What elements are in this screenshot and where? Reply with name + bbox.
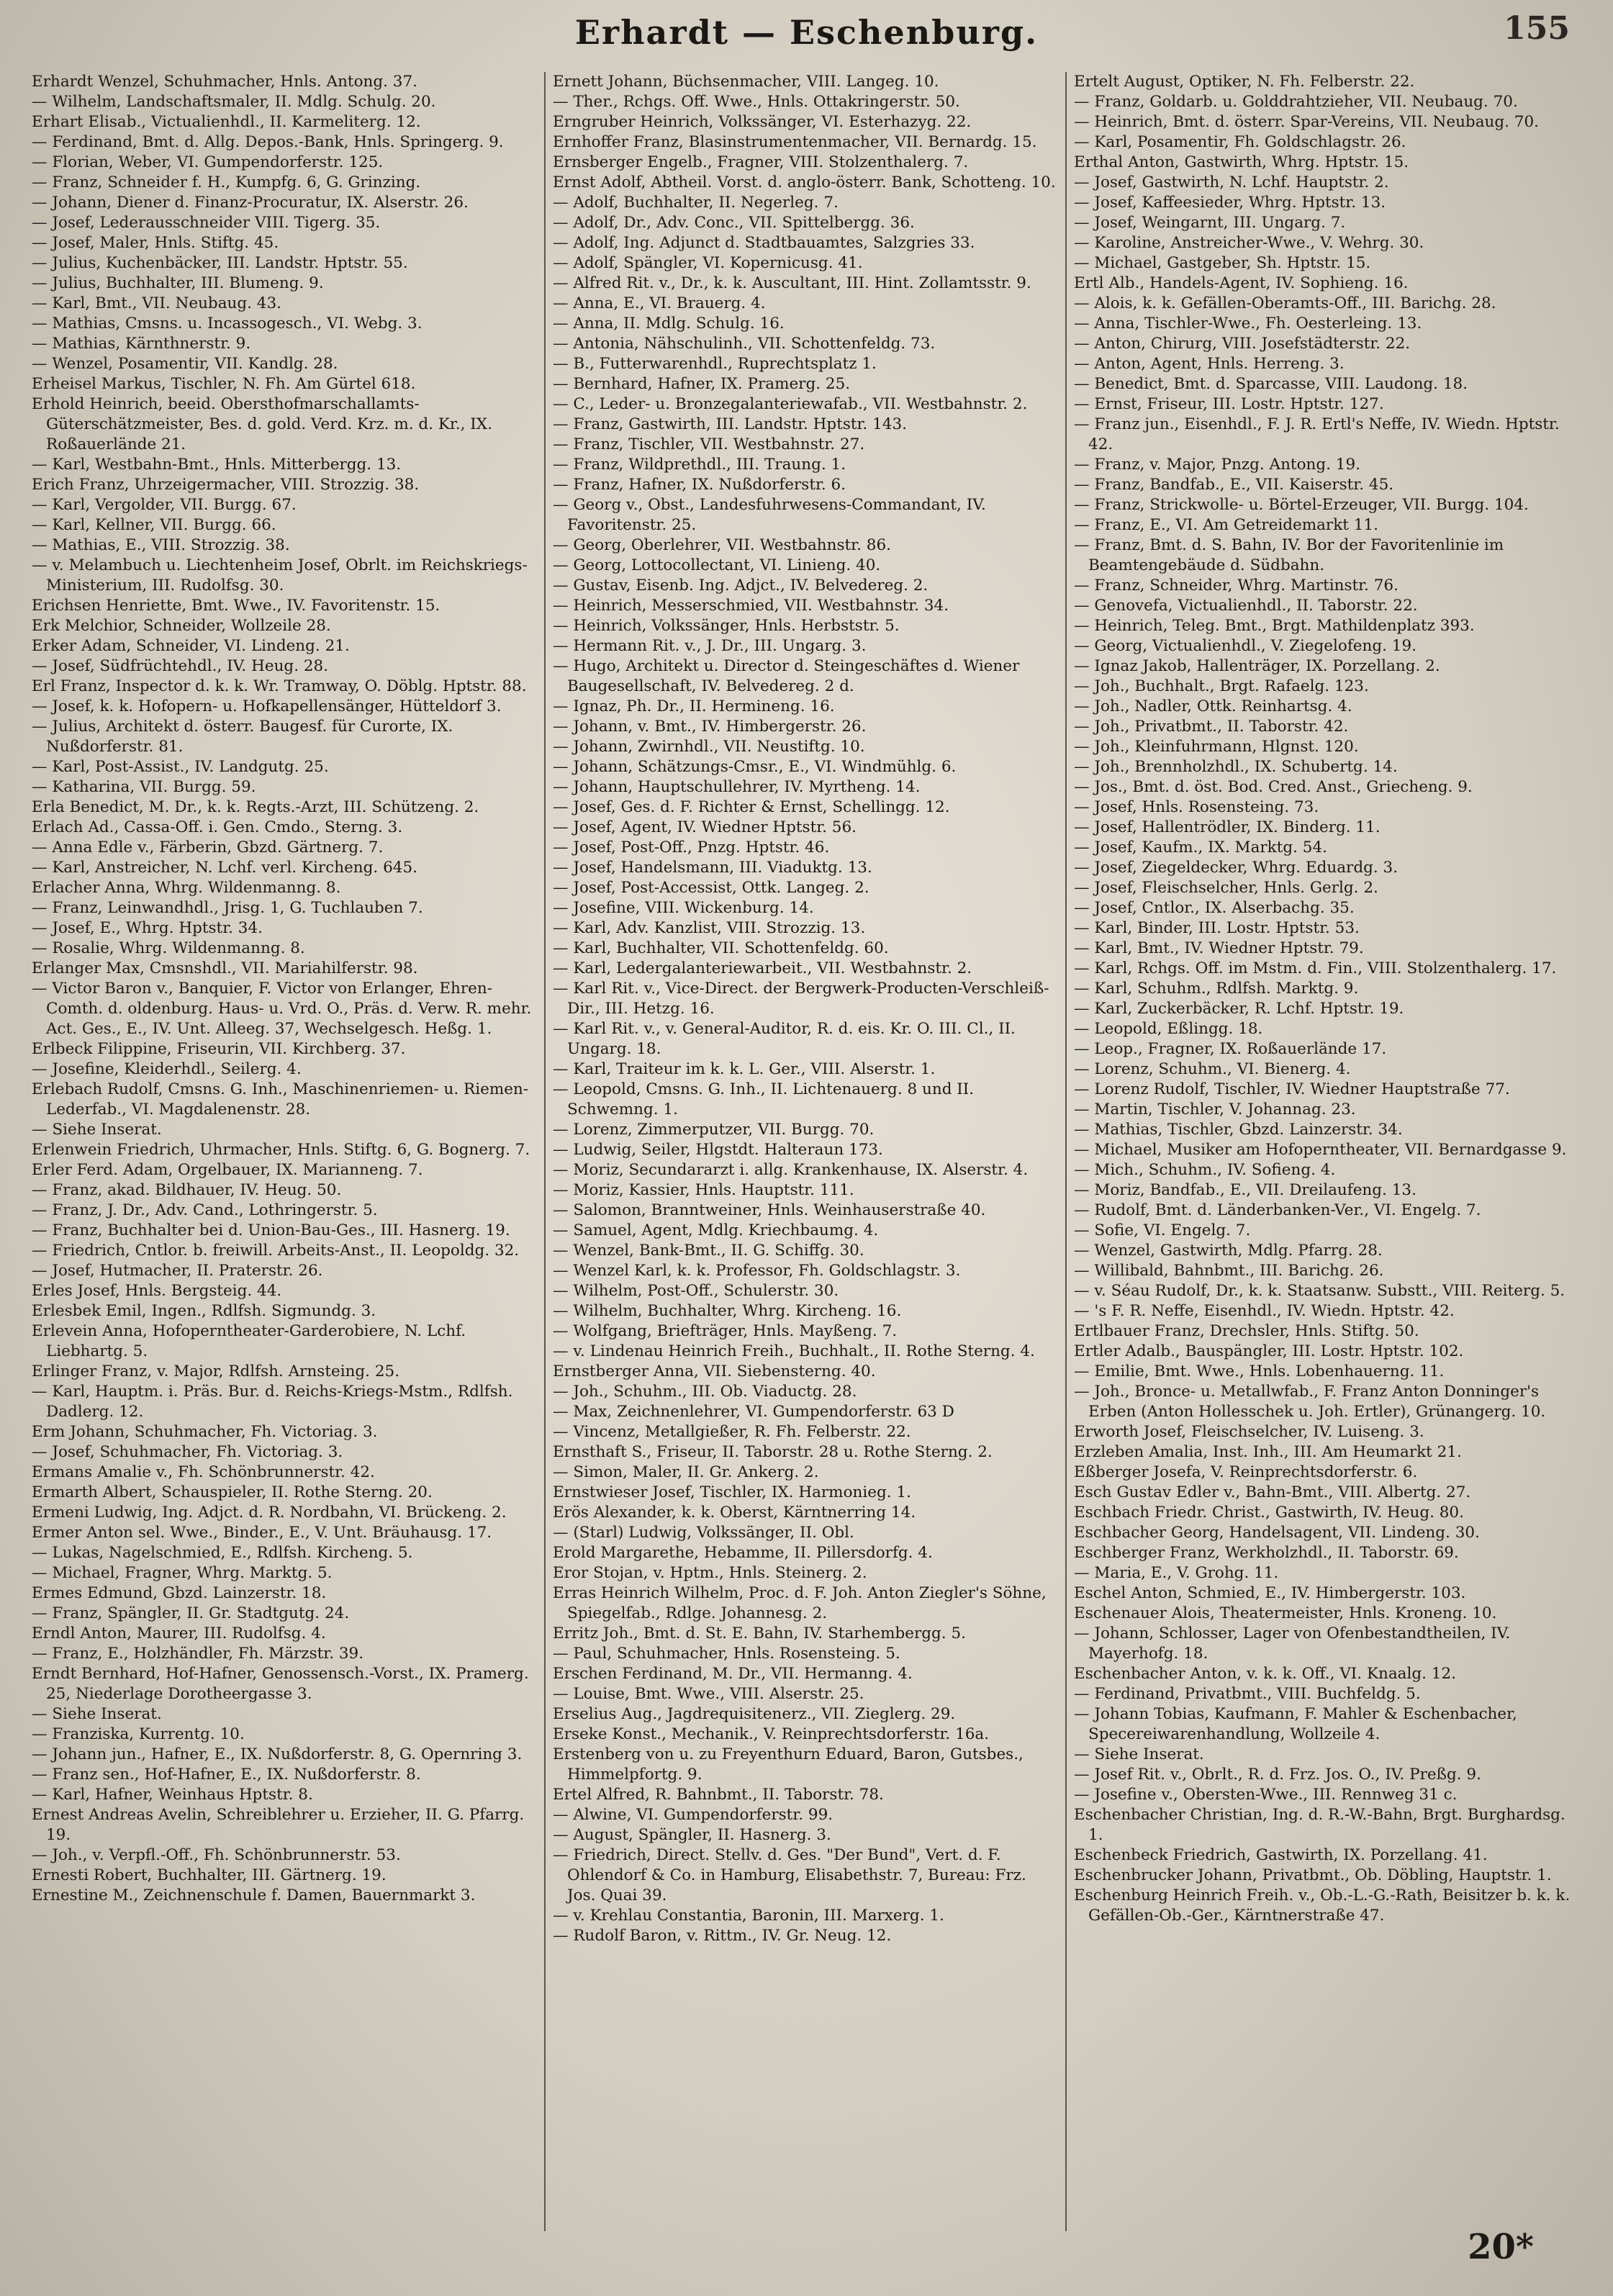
directory-entry: — Adolf, Buchhalter, II. Negerleg. 7. bbox=[553, 194, 839, 212]
directory-entry: — Louise, Bmt. Wwe., VIII. Alserstr. 25. bbox=[553, 1685, 864, 1703]
directory-entry: — Wenzel, Posamentir, VII. Kandlg. 28. bbox=[32, 355, 338, 373]
directory-entry: — Anton, Agent, Hnls. Herreng. 3. bbox=[1074, 355, 1345, 373]
directory-entry: Erlesbek Emil, Ingen., Rdlfsh. Sigmundg. 3. bbox=[32, 1302, 376, 1320]
directory-entry: — Wilhelm, Landschaftsmaler, II. Mdlg. Schulg. 20. bbox=[32, 93, 436, 111]
directory-entry: — Michael, Musiker am Hofoperntheater, VII. Bernardgasse 9. bbox=[1074, 1141, 1567, 1159]
directory-entry: Erich Franz, Uhrzeigermacher, VIII. Strozzig. 38. bbox=[32, 476, 420, 494]
directory-entry: — Josef, Südfrüchtehdl., IV. Heug. 28. bbox=[32, 657, 329, 675]
directory-entry: — Franz, Buchhalter bei d. Union-Bau-Ges., III. Hasnerg. 19. bbox=[32, 1221, 510, 1239]
directory-entry: — Hugo, Architekt u. Director d. Steingeschäftes d. Wiener Baugesellschaft, IV. Belvedereg. 2 d. bbox=[553, 657, 1020, 695]
directory-entry: Erlacher Anna, Whrg. Wildenmanng. 8. bbox=[32, 879, 341, 897]
directory-entry: — Franz, Leinwandhdl., Jrisg. 1, G. Tuchlauben 7. bbox=[32, 899, 423, 917]
directory-entry: — Joh., Bronce- u. Metallwfab., F. Franz Anton Donninger's Erben (Anton Hollesschek u. Joh. Ertler), Grünangerg. 10. bbox=[1074, 1383, 1546, 1421]
directory-entry: Ernstberger Anna, VII. Siebensterng. 40. bbox=[553, 1362, 876, 1380]
directory-entry: Erhold Heinrich, beeid. Obersthofmarschallamts-Güterschätzmeister, Bes. d. gold. Verd. Krz. m. d. Kr., IX. Roßauerlände 21. bbox=[32, 395, 492, 453]
directory-entry: — Karl, Adv. Kanzlist, VIII. Strozzig. 13. bbox=[553, 919, 866, 937]
directory-entry: — Joh., Schuhm., III. Ob. Viaductg. 28. bbox=[553, 1383, 857, 1401]
directory-entry: — Josef, Kaufm., IX. Marktg. 54. bbox=[1074, 839, 1327, 857]
directory-entry: Erhardt Wenzel, Schuhmacher, Hnls. Antong. 37. bbox=[32, 73, 417, 91]
directory-entry: Erlbeck Filippine, Friseurin, VII. Kirchberg. 37. bbox=[32, 1040, 406, 1058]
directory-entry: — Martin, Tischler, V. Johannag. 23. bbox=[1074, 1100, 1356, 1118]
directory-entry: — Georg, Victualienhdl., V. Ziegelofeng. 19. bbox=[1074, 637, 1417, 655]
directory-entry: Erles Josef, Hnls. Bergsteig. 44. bbox=[32, 1282, 282, 1300]
directory-entry: — Friedrich, Cntlor. b. freiwill. Arbeits-Anst., II. Leopoldg. 32. bbox=[32, 1242, 520, 1260]
directory-entry: — Sofie, VI. Engelg. 7. bbox=[1074, 1221, 1251, 1239]
directory-entry: — Leopold, Eßlingg. 18. bbox=[1074, 1020, 1263, 1038]
directory-entry: — Katharina, VII. Burgg. 59. bbox=[32, 778, 256, 796]
directory-entry: — Franz, Bandfab., E., VII. Kaiserstr. 45. bbox=[1074, 476, 1394, 494]
signature-mark: 20* bbox=[1468, 2227, 1534, 2267]
directory-entry: — Karl, Rchgs. Off. im Mstm. d. Fin., VIII. Stolzenthalerg. 17. bbox=[1074, 959, 1557, 977]
directory-entry: — Franz, Bmt. d. S. Bahn, IV. Bor der Favoritenlinie im Beamtengebäude d. Südbahn. bbox=[1074, 536, 1504, 574]
directory-entry: Ertelt August, Optiker, N. Fh. Felberstr. 22. bbox=[1074, 73, 1415, 91]
directory-entry: — Josef, Agent, IV. Wiedner Hptstr. 56. bbox=[553, 818, 857, 836]
directory-entry: Ernhoffer Franz, Blasinstrumentenmacher, VII. Bernardg. 15. bbox=[553, 133, 1037, 151]
page-number: 155 bbox=[1504, 10, 1570, 47]
directory-entry: Ernesti Robert, Buchhalter, III. Gärtnerg. 19. bbox=[32, 1866, 387, 1884]
directory-entry: — Lorenz, Zimmerputzer, VII. Burgg. 70. bbox=[553, 1121, 875, 1139]
directory-entry: — Ferdinand, Bmt. d. Allg. Depos.-Bank, Hnls. Springerg. 9. bbox=[32, 133, 504, 151]
directory-entry: — Rosalie, Whrg. Wildenmanng. 8. bbox=[32, 939, 305, 957]
directory-entry: — Karl, Buchhalter, VII. Schottenfeldg. 60. bbox=[553, 939, 889, 957]
directory-entry: — Karoline, Anstreicher-Wwe., V. Wehrg. 30. bbox=[1074, 234, 1424, 252]
directory-entry: — Wolfgang, Briefträger, Hnls. Mayßeng. 7. bbox=[553, 1322, 898, 1340]
directory-entry: Eschenbrucker Johann, Privatbmt., Ob. Döbling, Hauptstr. 1. bbox=[1074, 1866, 1552, 1884]
directory-entry: — Joh., Privatbmt., II. Taborstr. 42. bbox=[1074, 718, 1349, 736]
directory-entry: — Mathias, Tischler, Gbzd. Lainzerstr. 34. bbox=[1074, 1121, 1403, 1139]
directory-entry: Ernstwieser Josef, Tischler, IX. Harmonieg. 1. bbox=[553, 1483, 911, 1501]
page-header bbox=[0, 0, 1613, 69]
directory-entry: — Lorenz Rudolf, Tischler, IV. Wiedner Hauptstraße 77. bbox=[1074, 1080, 1510, 1098]
directory-entry: — Leopold, Cmsns. G. Inh., II. Lichtenauerg. 8 und II. Schwemng. 1. bbox=[553, 1080, 975, 1118]
directory-entry: — Jos., Bmt. d. öst. Bod. Cred. Anst., Griecheng. 9. bbox=[1074, 778, 1473, 796]
directory-entry: — B., Futterwarenhdl., Ruprechtsplatz 1. bbox=[553, 355, 877, 373]
directory-entry: — Franz, akad. Bildhauer, IV. Heug. 50. bbox=[32, 1181, 342, 1199]
running-head: Erhardt — Eschenburg. bbox=[574, 13, 1039, 52]
directory-entry: — Josefine v., Obersten-Wwe., III. Rennweg 31 c. bbox=[1074, 1786, 1458, 1804]
directory-entry: — Anna, Tischler-Wwe., Fh. Oesterleing. 13. bbox=[1074, 315, 1422, 333]
directory-entry: — Hermann Rit. v., J. Dr., III. Ungarg. 3. bbox=[553, 637, 867, 655]
directory-entry: — Antonia, Nähschulinh., VII. Schottenfeldg. 73. bbox=[553, 335, 936, 353]
directory-entry: — Johann, Hauptschullehrer, IV. Myrtheng. 14. bbox=[553, 778, 921, 796]
directory-entry: — Adolf, Spängler, VI. Kopernicusg. 41. bbox=[553, 254, 863, 272]
directory-entry: — Adolf, Ing. Adjunct d. Stadtbauamtes, Salzgries 33. bbox=[553, 234, 975, 252]
directory-entry: — Max, Zeichnenlehrer, VI. Gumpendorferstr. 63 D bbox=[553, 1403, 954, 1421]
directory-entry: — Michael, Fragner, Whrg. Marktg. 5. bbox=[32, 1564, 333, 1582]
directory-entry: — Ernst, Friseur, III. Lostr. Hptstr. 127. bbox=[1074, 395, 1384, 413]
directory-entry: — Karl, Traiteur im k. k. L. Ger., VIII. Alserstr. 1. bbox=[553, 1060, 936, 1078]
directory-entry: Erlenwein Friedrich, Uhrmacher, Hnls. Stiftg. 6, G. Bognerg. 7. bbox=[32, 1141, 530, 1159]
directory-entry: — Siehe Inserat. bbox=[1074, 1745, 1204, 1763]
directory-entry: Eschel Anton, Schmied, E., IV. Himbergerstr. 103. bbox=[1074, 1584, 1466, 1602]
directory-entry: — Karl, Schuhm., Rdlfsh. Marktg. 9. bbox=[1074, 980, 1359, 998]
directory-entry: — Rudolf, Bmt. d. Länderbanken-Ver., VI. Engelg. 7. bbox=[1074, 1201, 1481, 1219]
directory-entry: — Anna, E., VI. Brauerg. 4. bbox=[553, 294, 766, 312]
directory-entry: — Anna, II. Mdlg. Schulg. 16. bbox=[553, 315, 785, 333]
directory-entry: — Franziska, Kurrentg. 10. bbox=[32, 1725, 245, 1743]
directory-entry: — Josef, E., Whrg. Hptstr. 34. bbox=[32, 919, 263, 937]
directory-entry: Erzleben Amalia, Inst. Inh., III. Am Heumarkt 21. bbox=[1074, 1443, 1462, 1461]
directory-entry: — Karl Rit. v., v. General-Auditor, R. d. eis. Kr. O. III. Cl., II. Ungarg. 18. bbox=[553, 1020, 1016, 1058]
directory-entry: — (Starl) Ludwig, Volkssänger, II. Obl. bbox=[553, 1524, 854, 1542]
directory-entry: — Karl, Ledergalanteriewarbeit., VII. Westbahnstr. 2. bbox=[553, 959, 972, 977]
directory-entry: Ertler Adalb., Bauspängler, III. Lostr. Hptstr. 102. bbox=[1074, 1342, 1464, 1360]
directory-entry: — Georg, Oberlehrer, VII. Westbahnstr. 86. bbox=[553, 536, 891, 554]
directory-entry: Erhart Elisab., Victualienhdl., II. Karmeliterg. 12. bbox=[32, 113, 421, 131]
directory-entry: — Joh., Nadler, Ottk. Reinhartsg. 4. bbox=[1074, 697, 1352, 715]
directory-entry: — Josef, Lederausschneider VIII. Tigerg. 35. bbox=[32, 214, 381, 232]
directory-entry: — Leop., Fragner, IX. Roßauerlände 17. bbox=[1074, 1040, 1387, 1058]
directory-entry: — Karl, Kellner, VII. Burgg. 66. bbox=[32, 516, 276, 534]
directory-entry: — Alwine, VI. Gumpendorferstr. 99. bbox=[553, 1806, 833, 1824]
directory-entry: Ernest Andreas Avelin, Schreiblehrer u. Erzieher, II. G. Pfarrg. 19. bbox=[32, 1806, 525, 1844]
directory-entry: Ermes Edmund, Gbzd. Lainzerstr. 18. bbox=[32, 1584, 327, 1602]
directory-entry: Ernsthaft S., Friseur, II. Taborstr. 28 u. Rothe Sterng. 2. bbox=[553, 1443, 993, 1461]
directory-entry: — Maria, E., V. Grohg. 11. bbox=[1074, 1564, 1279, 1582]
directory-entry: — Gustav, Eisenb. Ing. Adjct., IV. Belvedereg. 2. bbox=[553, 577, 929, 595]
directory-entry: — Franz sen., Hof-Hafner, E., IX. Nußdorferstr. 8. bbox=[32, 1766, 421, 1784]
directory-entry: — Karl, Zuckerbäcker, R. Lchf. Hptstr. 19. bbox=[1074, 1000, 1404, 1018]
directory-entry: — Karl, Vergolder, VII. Burgg. 67. bbox=[32, 496, 297, 514]
directory-entry: Erseke Konst., Mechanik., V. Reinprechtsdorferstr. 16a. bbox=[553, 1725, 990, 1743]
directory-entry: — Joh., Kleinfuhrmann, Hlgnst. 120. bbox=[1074, 738, 1359, 756]
directory-entry: Erras Heinrich Wilhelm, Proc. d. F. Joh. Anton Ziegler's Söhne, Spiegelfab., Rdlge. Johannesg. 2. bbox=[553, 1584, 1047, 1622]
directory-entry: — Franz, Goldarb. u. Golddrahtzieher, VII. Neubaug. 70. bbox=[1074, 93, 1518, 111]
directory-entry: — Samuel, Agent, Mdlg. Kriechbaumg. 4. bbox=[553, 1221, 879, 1239]
directory-entry: Eßberger Josefa, V. Reinprechtsdorferstr. 6. bbox=[1074, 1463, 1418, 1481]
directory-entry: — Benedict, Bmt. d. Sparcasse, VIII. Laudong. 18. bbox=[1074, 375, 1468, 393]
directory-entry: — Franz, Strickwolle- u. Börtel-Erzeuger, VII. Burgg. 104. bbox=[1074, 496, 1529, 514]
directory-entry: — v. Melambuch u. Liechtenheim Josef, Obrlt. im Reichskriegs-Ministerium, III. Rudolfsg. 30. bbox=[32, 556, 528, 595]
directory-entry: — Franz, Schneider, Whrg. Martinstr. 76. bbox=[1074, 577, 1399, 595]
directory-entry: — Friedrich, Direct. Stellv. d. Ges. "Der Bund", Vert. d. F. Ohlendorf & Co. in Hamburg, Elisabethstr. 7, Bureau: Frz. Jos. Quai 39. bbox=[553, 1846, 1026, 1904]
directory-entry: — Karl, Bmt., VII. Neubaug. 43. bbox=[32, 294, 281, 312]
directory-entry: — Bernhard, Hafner, IX. Pramerg. 25. bbox=[553, 375, 851, 393]
directory-entry: Erl Franz, Inspector d. k. k. Wr. Tramway, O. Döblg. Hptstr. 88. bbox=[32, 677, 527, 695]
directory-entry: — Johann, Schätzungs-Cmsr., E., VI. Windmühlg. 6. bbox=[553, 758, 957, 776]
directory-entry: — Josef, k. k. Hofopern- u. Hofkapellensänger, Hütteldorf 3. bbox=[32, 697, 502, 715]
directory-entry: — Genovefa, Victualienhdl., II. Taborstr. 22. bbox=[1074, 597, 1418, 615]
directory-entry: — Joh., Brennholzhdl., IX. Schubertg. 14. bbox=[1074, 758, 1398, 776]
directory-entry: Ertl Alb., Handels-Agent, IV. Sophieng. 16. bbox=[1074, 274, 1409, 292]
directory-entry: Eschberger Franz, Werkholzhdl., II. Taborstr. 69. bbox=[1074, 1544, 1459, 1562]
directory-entry: — Karl, Post-Assist., IV. Landgutg. 25. bbox=[32, 758, 329, 776]
directory-entry: — Joh., v. Verpfl.-Off., Fh. Schönbrunnerstr. 53. bbox=[32, 1846, 401, 1864]
directory-entry: — Ignaz Jakob, Hallenträger, IX. Porzellang. 2. bbox=[1074, 657, 1440, 675]
directory-entry: — Mich., Schuhm., IV. Sofieng. 4. bbox=[1074, 1161, 1336, 1179]
directory-entry: — Karl, Bmt., IV. Wiedner Hptstr. 79. bbox=[1074, 939, 1364, 957]
directory-entry: Erselius Aug., Jagdrequisitenerz., VII. Zieglerg. 29. bbox=[553, 1705, 956, 1723]
directory-entry: — Karl, Anstreicher, N. Lchf. verl. Kircheng. 645. bbox=[32, 859, 417, 877]
directory-entry: — Johann, Diener d. Finanz-Procuratur, IX. Alserstr. 26. bbox=[32, 194, 469, 212]
directory-entry: — Ignaz, Ph. Dr., II. Hermineng. 16. bbox=[553, 697, 835, 715]
directory-entry: — Adolf, Dr., Adv. Conc., VII. Spittelbergg. 36. bbox=[553, 214, 915, 232]
directory-entry: Eschenburg Heinrich Freih. v., Ob.-L.-G.-Rath, Beisitzer b. k. k. Gefällen-Ob.-Ger., Kärntnerstraße 47. bbox=[1074, 1886, 1571, 1925]
directory-entry: Erlanger Max, Cmsnshdl., VII. Mariahilferstr. 98. bbox=[32, 959, 418, 977]
directory-entry: — Wilhelm, Post-Off., Schulerstr. 30. bbox=[553, 1282, 839, 1300]
directory-entry: Eschenbeck Friedrich, Gastwirth, IX. Porzellang. 41. bbox=[1074, 1846, 1488, 1864]
directory-entry: — Josef, Hallentrödler, IX. Binderg. 11. bbox=[1074, 818, 1381, 836]
directory-entry: Erstenberg von u. zu Freyenthurn Eduard, Baron, Gutsbes., Himmelpfortg. 9. bbox=[553, 1745, 1024, 1784]
directory-entry: Eschenbacher Anton, v. k. k. Off., VI. Knaalg. 12. bbox=[1074, 1665, 1456, 1683]
directory-entry: — Wenzel Karl, k. k. Professor, Fh. Goldschlagstr. 3. bbox=[553, 1262, 961, 1280]
directory-entry: — Franz, Tischler, VII. Westbahnstr. 27. bbox=[553, 435, 865, 453]
directory-entry: Ertlbauer Franz, Drechsler, Hnls. Stiftg. 50. bbox=[1074, 1322, 1419, 1340]
directory-entry: — Wilhelm, Buchhalter, Whrg. Kircheng. 16. bbox=[553, 1302, 902, 1320]
directory-entry: Ernsberger Engelb., Fragner, VIII. Stolzenthalerg. 7. bbox=[553, 153, 969, 171]
directory-entry: — Franz, v. Major, Pnzg. Antong. 19. bbox=[1074, 456, 1360, 474]
directory-entry: Erheisel Markus, Tischler, N. Fh. Am Gürtel 618. bbox=[32, 375, 416, 393]
directory-entry: — Franz, Spängler, II. Gr. Stadtgutg. 24. bbox=[32, 1604, 350, 1622]
directory-entry: — Karl, Hauptm. i. Präs. Bur. d. Reichs-Kriegs-Mstm., Rdlfsh. Dadlerg. 12. bbox=[32, 1383, 513, 1421]
directory-entry: — Julius, Architekt d. österr. Baugesf. für Curorte, IX. Nußdorferstr. 81. bbox=[32, 718, 453, 756]
directory-entry: — Anton, Chirurg, VIII. Josefstädterstr. 22. bbox=[1074, 335, 1411, 353]
directory-entry: — Johann Tobias, Kaufmann, F. Mahler & Eschenbacher, Specereiwarenhandlung, Wollzeile 4. bbox=[1074, 1705, 1517, 1743]
directory-entry: — Heinrich, Teleg. Bmt., Brgt. Mathildenplatz 393. bbox=[1074, 617, 1475, 635]
directory-entry: Ermeni Ludwig, Ing. Adjct. d. R. Nordbahn, VI. Brückeng. 2. bbox=[32, 1504, 507, 1522]
directory-entry: — C., Leder- u. Bronzegalanteriewafab., VII. Westbahnstr. 2. bbox=[553, 395, 1028, 413]
directory-entry: — Michael, Gastgeber, Sh. Hptstr. 15. bbox=[1074, 254, 1371, 272]
directory-entry: — v. Krehlau Constantia, Baronin, III. Marxerg. 1. bbox=[553, 1907, 944, 1925]
directory-entry: — Ferdinand, Privatbmt., VIII. Buchfeldg. 5. bbox=[1074, 1685, 1421, 1703]
directory-entry: — Josef, Post-Off., Pnzg. Hptstr. 46. bbox=[553, 839, 830, 857]
directory-entry: — Emilie, Bmt. Wwe., Hnls. Lobenhauerng. 11. bbox=[1074, 1362, 1445, 1380]
directory-entry: Erlebach Rudolf, Cmsns. G. Inh., Maschinenriemen- u. Riemen-Lederfab., VI. Magdalenenstr. 28. bbox=[32, 1080, 529, 1118]
directory-entry: — Ludwig, Seiler, Hlgstdt. Halteraun 173. bbox=[553, 1141, 883, 1159]
directory-entry: — Georg, Lottocollectant, VI. Linieng. 40. bbox=[553, 556, 881, 574]
directory-entry: — Mathias, Kärnthnerstr. 9. bbox=[32, 335, 251, 353]
directory-entry: Erlevein Anna, Hofoperntheater-Garderobiere, N. Lchf. Liebhartg. 5. bbox=[32, 1322, 466, 1360]
directory-entry: Ermer Anton sel. Wwe., Binder., E., V. Unt. Bräuhausg. 17. bbox=[32, 1524, 492, 1542]
directory-entry: — Paul, Schuhmacher, Hnls. Rosensteing. 5. bbox=[553, 1645, 900, 1663]
directory-entry: — Anna Edle v., Färberin, Gbzd. Gärtnerg. 7. bbox=[32, 839, 384, 857]
directory-entry: Erndl Anton, Maurer, III. Rudolfsg. 4. bbox=[32, 1624, 326, 1642]
directory-entry: — Josef, Weingarnt, III. Ungarg. 7. bbox=[1074, 214, 1346, 232]
directory-entry: — Lukas, Nagelschmied, E., Rdlfsh. Kircheng. 5. bbox=[32, 1544, 413, 1562]
directory-entry: Ernst Adolf, Abtheil. Vorst. d. anglo-österr. Bank, Schotteng. 10. bbox=[553, 173, 1056, 191]
directory-entry: — Franz, E., Holzhändler, Fh. Märzstr. 39. bbox=[32, 1645, 364, 1663]
directory-entry: Erker Adam, Schneider, VI. Lindeng. 21. bbox=[32, 637, 350, 655]
directory-entry: — Karl Rit. v., Vice-Direct. der Bergwerk-Producten-Verschleiß-Dir., III. Hetzg. 16. bbox=[553, 980, 1049, 1018]
directory-entry: Ernett Johann, Büchsenmacher, VIII. Langeg. 10. bbox=[553, 73, 939, 91]
directory-entry: — Josef, Ziegeldecker, Whrg. Eduardg. 3. bbox=[1074, 859, 1399, 877]
directory-entry: — Josefine, VIII. Wickenburg. 14. bbox=[553, 899, 814, 917]
directory-entry: Eschbacher Georg, Handelsagent, VII. Lindeng. 30. bbox=[1074, 1524, 1480, 1542]
directory-entry: Eschbach Friedr. Christ., Gastwirth, IV. Heug. 80. bbox=[1074, 1504, 1464, 1522]
directory-entry: — Willibald, Bahnbmt., III. Barichg. 26. bbox=[1074, 1262, 1384, 1280]
directory-entry: Eschenbacher Christian, Ing. d. R.-W.-Bahn, Brgt. Burghardsg. 1. bbox=[1074, 1806, 1565, 1844]
directory-entry: — Moriz, Bandfab., E., VII. Dreilaufeng. 13. bbox=[1074, 1181, 1417, 1199]
directory-entry: Erthal Anton, Gastwirth, Whrg. Hptstr. 15. bbox=[1074, 153, 1409, 171]
directory-entry: — Josef, Cntlor., IX. Alserbachg. 35. bbox=[1074, 899, 1355, 917]
directory-entry: — v. Lindenau Heinrich Freih., Buchhalt., II. Rothe Sterng. 4. bbox=[553, 1342, 1035, 1360]
directory-entry: — Alfred Rit. v., Dr., k. k. Auscultant, III. Hint. Zollamtsstr. 9. bbox=[553, 274, 1031, 292]
directory-entry: — Josef, Maler, Hnls. Stiftg. 45. bbox=[32, 234, 279, 252]
directory-entry: — Victor Baron v., Banquier, F. Victor von Erlanger, Ehren-Comth. d. oldenburg. Haus- u. Vrd. O., Präs. d. Verw. R. mehr. Act. Ges., E., IV. Unt. Alleeg. 37, Wechselgesch. Heßg. 1. bbox=[32, 980, 532, 1038]
column-middle bbox=[546, 72, 1067, 2231]
directory-entry: Erritz Joh., Bmt. d. St. E. Bahn, IV. Starhembergg. 5. bbox=[553, 1624, 966, 1642]
directory-entry: Erichsen Henriette, Bmt. Wwe., IV. Favoritenstr. 15. bbox=[32, 597, 440, 615]
directory-entry: — Simon, Maler, II. Gr. Ankerg. 2. bbox=[553, 1463, 819, 1481]
directory-entry: Ernestine M., Zeichnenschule f. Damen, Bauernmarkt 3. bbox=[32, 1886, 476, 1904]
directory-entry: Ermarth Albert, Schauspieler, II. Rothe Sterng. 20. bbox=[32, 1483, 433, 1501]
entry-columns bbox=[24, 72, 1588, 2231]
directory-entry: — Johann, Zwirnhdl., VII. Neustiftg. 10. bbox=[553, 738, 865, 756]
directory-entry: — Karl, Westbahn-Bmt., Hnls. Mitterbergg. 13. bbox=[32, 456, 402, 474]
directory-entry: — Josef, Handelsmann, III. Viaduktg. 13. bbox=[553, 859, 872, 877]
directory-entry: — Josef Rit. v., Obrlt., R. d. Frz. Jos. O., IV. Preßg. 9. bbox=[1074, 1766, 1481, 1784]
directory-entry: Erngruber Heinrich, Volkssänger, VI. Esterhazyg. 22. bbox=[553, 113, 972, 131]
directory-entry: — Ther., Rchgs. Off. Wwe., Hnls. Ottakringerstr. 50. bbox=[553, 93, 960, 111]
directory-entry: — Josefine, Kleiderhdl., Seilerg. 4. bbox=[32, 1060, 302, 1078]
directory-entry: Ertel Alfred, R. Bahnbmt., II. Taborstr. 78. bbox=[553, 1786, 884, 1804]
directory-entry: — Karl, Hafner, Weinhaus Hptstr. 8. bbox=[32, 1786, 313, 1804]
directory-entry: Erk Melchior, Schneider, Wollzeile 28. bbox=[32, 617, 331, 635]
directory-entry: — August, Spängler, II. Hasnerg. 3. bbox=[553, 1826, 831, 1844]
directory-entry: — Georg v., Obst., Landesfuhrwesens-Commandant, IV. Favoritenstr. 25. bbox=[553, 496, 986, 534]
directory-entry: — Josef, Schuhmacher, Fh. Victoriag. 3. bbox=[32, 1443, 343, 1461]
directory-entry: Erm Johann, Schuhmacher, Fh. Victoriag. 3. bbox=[32, 1423, 378, 1441]
directory-entry: — Wenzel, Gastwirth, Mdlg. Pfarrg. 28. bbox=[1074, 1242, 1383, 1260]
directory-entry: — Lorenz, Schuhm., VI. Bienerg. 4. bbox=[1074, 1060, 1351, 1078]
directory-entry: — Josef, Hnls. Rosensteing. 73. bbox=[1074, 798, 1319, 816]
column-right bbox=[1067, 72, 1588, 2231]
directory-entry: — Franz, E., VI. Am Getreidemarkt 11. bbox=[1074, 516, 1378, 534]
directory-entry: Erlach Ad., Cassa-Off. i. Gen. Cmdo., Sterng. 3. bbox=[32, 818, 403, 836]
directory-entry: — Rudolf Baron, v. Rittm., IV. Gr. Neug. 12. bbox=[553, 1927, 892, 1945]
directory-entry: — Franz jun., Eisenhdl., F. J. R. Ertl's Neffe, IV. Wiedn. Hptstr. 42. bbox=[1074, 415, 1560, 453]
directory-entry: — Alois, k. k. Gefällen-Oberamts-Off., III. Barichg. 28. bbox=[1074, 294, 1496, 312]
directory-entry: Erschen Ferdinand, M. Dr., VII. Hermanng. 4. bbox=[553, 1665, 913, 1683]
directory-entry: — Julius, Kuchenbäcker, III. Landstr. Hptstr. 55. bbox=[32, 254, 408, 272]
directory-entry: — 's F. R. Neffe, Eisenhdl., IV. Wiedn. Hptstr. 42. bbox=[1074, 1302, 1455, 1320]
directory-entry: — Franz, Wildprethdl., III. Traung. 1. bbox=[553, 456, 846, 474]
directory-entry: — Karl, Posamentir, Fh. Goldschlagstr. 26. bbox=[1074, 133, 1406, 151]
directory-entry: Erler Ferd. Adam, Orgelbauer, IX. Marianneng. 7. bbox=[32, 1161, 423, 1179]
directory-entry: — Josef, Fleischselcher, Hnls. Gerlg. 2. bbox=[1074, 879, 1378, 897]
column-left bbox=[24, 72, 546, 2231]
directory-entry: Eschenauer Alois, Theatermeister, Hnls. Kroneng. 10. bbox=[1074, 1604, 1497, 1622]
directory-entry: — Josef, Hutmacher, II. Praterstr. 26. bbox=[32, 1262, 323, 1280]
directory-entry: — Heinrich, Volkssänger, Hnls. Herbststr. 5. bbox=[553, 617, 900, 635]
directory-entry: — Moriz, Secundararzt i. allg. Krankenhause, IX. Alserstr. 4. bbox=[553, 1161, 1029, 1179]
directory-entry: — Siehe Inserat. bbox=[32, 1705, 162, 1723]
directory-entry: Esch Gustav Edler v., Bahn-Bmt., VIII. Albertg. 27. bbox=[1074, 1483, 1471, 1501]
directory-entry: — Franz, Hafner, IX. Nußdorferstr. 6. bbox=[553, 476, 846, 494]
directory-entry: — Heinrich, Bmt. d. österr. Spar-Vereins, VII. Neubaug. 70. bbox=[1074, 113, 1539, 131]
directory-entry: Erlinger Franz, v. Major, Rdlfsh. Arnsteing. 25. bbox=[32, 1362, 400, 1380]
directory-entry: — v. Séau Rudolf, Dr., k. k. Staatsanw. Substt., VIII. Reiterg. 5. bbox=[1074, 1282, 1565, 1300]
directory-entry: — Karl, Binder, III. Lostr. Hptstr. 53. bbox=[1074, 919, 1360, 937]
directory-entry: — Wenzel, Bank-Bmt., II. G. Schiffg. 30. bbox=[553, 1242, 864, 1260]
directory-entry: — Mathias, E., VIII. Strozzig. 38. bbox=[32, 536, 290, 554]
directory-entry: — Julius, Buchhalter, III. Blumeng. 9. bbox=[32, 274, 324, 292]
directory-entry: Ermans Amalie v., Fh. Schönbrunnerstr. 42. bbox=[32, 1463, 375, 1481]
directory-entry: Erla Benedict, M. Dr., k. k. Regts.-Arzt, III. Schützeng. 2. bbox=[32, 798, 479, 816]
directory-entry: Erworth Josef, Fleischselcher, IV. Luiseng. 3. bbox=[1074, 1423, 1424, 1441]
directory-entry: Eror Stojan, v. Hptm., Hnls. Steinerg. 2. bbox=[553, 1564, 867, 1582]
directory-entry: Erös Alexander, k. k. Oberst, Kärntnerring 14. bbox=[553, 1504, 916, 1522]
directory-entry: — Vincenz, Metallgießer, R. Fh. Felberstr. 22. bbox=[553, 1423, 911, 1441]
directory-entry: — Florian, Weber, VI. Gumpendorferstr. 125. bbox=[32, 153, 384, 171]
directory-entry: Erold Margarethe, Hebamme, II. Pillersdorfg. 4. bbox=[553, 1544, 933, 1562]
directory-entry: — Franz, Schneider f. H., Kumpfg. 6, G. Grinzing. bbox=[32, 173, 421, 191]
directory-entry: — Josef, Gastwirth, N. Lchf. Hauptstr. 2. bbox=[1074, 173, 1389, 191]
directory-entry: — Josef, Ges. d. F. Richter & Ernst, Schellingg. 12. bbox=[553, 798, 950, 816]
directory-entry: — Moriz, Kassier, Hnls. Hauptstr. 111. bbox=[553, 1181, 854, 1199]
directory-entry: — Johann, Schlosser, Lager von Ofenbestandtheilen, IV. Mayerhofg. 18. bbox=[1074, 1624, 1511, 1663]
directory-entry: — Franz, Gastwirth, III. Landstr. Hptstr. 143. bbox=[553, 415, 907, 433]
directory-entry: — Josef, Post-Accessist, Ottk. Langeg. 2. bbox=[553, 879, 869, 897]
directory-entry: — Franz, J. Dr., Adv. Cand., Lothringerstr. 5. bbox=[32, 1201, 378, 1219]
directory-entry: — Siehe Inserat. bbox=[32, 1121, 162, 1139]
directory-entry: — Heinrich, Messerschmied, VII. Westbahnstr. 34. bbox=[553, 597, 949, 615]
directory-entry: — Salomon, Branntweiner, Hnls. Weinhauserstraße 40. bbox=[553, 1201, 986, 1219]
directory-entry: — Josef, Kaffeesieder, Whrg. Hptstr. 13. bbox=[1074, 194, 1386, 212]
directory-entry: — Mathias, Cmsns. u. Incassogesch., VI. Webg. 3. bbox=[32, 315, 423, 333]
directory-entry: — Johann jun., Hafner, E., IX. Nußdorferstr. 8, G. Opernring 3. bbox=[32, 1745, 523, 1763]
directory-entry: Erndt Bernhard, Hof-Hafner, Genossensch.-Vorst., IX. Pramerg. 25, Niederlage Dorotheergasse 3. bbox=[32, 1665, 529, 1703]
directory-entry: — Johann, v. Bmt., IV. Himbergerstr. 26. bbox=[553, 718, 867, 736]
directory-entry: — Joh., Buchhalt., Brgt. Rafaelg. 123. bbox=[1074, 677, 1369, 695]
